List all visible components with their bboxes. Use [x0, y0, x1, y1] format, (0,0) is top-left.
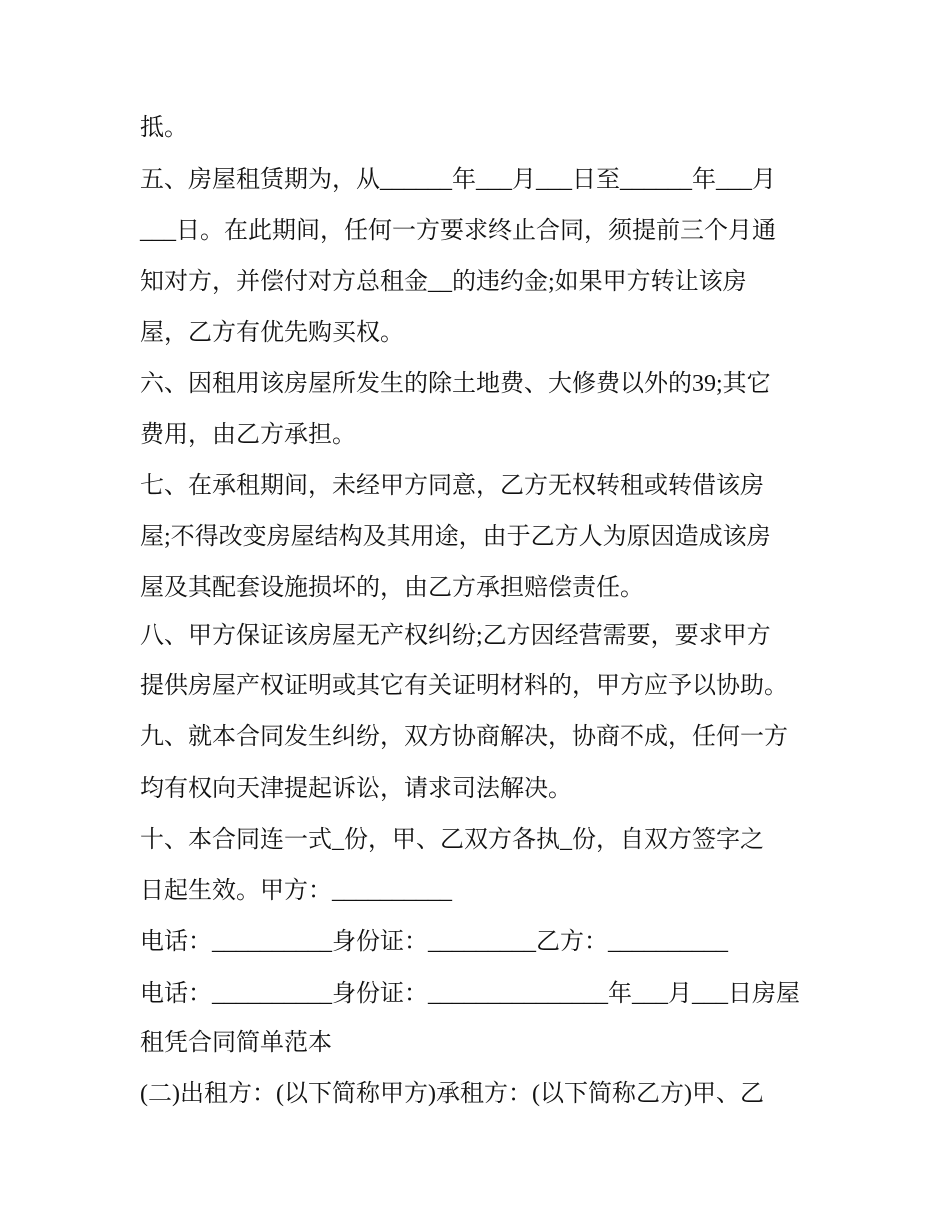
text-line: 屋;不得改变房屋结构及其用途，由于乙方人为原因造成该房	[140, 524, 771, 550]
text-line: 日起生效。甲方：__________	[140, 878, 452, 904]
text-line: 电话：__________身份证：_________乙方：__________	[140, 929, 728, 955]
text-line: 六、因租用该房屋所发生的除土地费、大修费以外的39;其它	[140, 371, 771, 397]
text-line: 八、甲方保证该房屋无产权纠纷;乙方因经营需要，要求甲方	[140, 623, 771, 649]
text-line: 九、就本合同发生纠纷，双方协商解决，协商不成，任何一方	[140, 724, 788, 750]
text-line: 七、在承租期间，未经甲方同意，乙方无权转租或转借该房	[140, 473, 764, 499]
text-line: 均有权向天津提起诉讼，请求司法解决。	[140, 776, 572, 802]
text-line: 抵。	[140, 115, 188, 141]
text-line: 租凭合同简单范本	[140, 1030, 332, 1056]
text-line: 知对方，并偿付对方总租金__的违约金;如果甲方转让该房	[140, 269, 747, 295]
text-line: 屋，乙方有优先购买权。	[140, 320, 404, 346]
text-line: 费用，由乙方承担。	[140, 422, 356, 448]
text-line: 屋及其配套设施损坏的，由乙方承担赔偿责任。	[140, 575, 644, 601]
text-line: 提供房屋产权证明或其它有关证明材料的，甲方应予以协助。	[140, 673, 788, 699]
text-line: 十、本合同连一式_份，甲、乙双方各执_份，自双方签字之	[140, 827, 764, 853]
text-line: 五、房屋租赁期为，从______年___月___日至______年___月	[140, 167, 776, 193]
text-line: ___日。在此期间，任何一方要求终止合同，须提前三个月通	[140, 218, 776, 244]
text-line: (二)出租方：(以下简称甲方)承租方：(以下简称乙方)甲、乙	[140, 1081, 764, 1107]
text-line: 电话：__________身份证：_______________年___月___日房屋	[140, 981, 800, 1007]
